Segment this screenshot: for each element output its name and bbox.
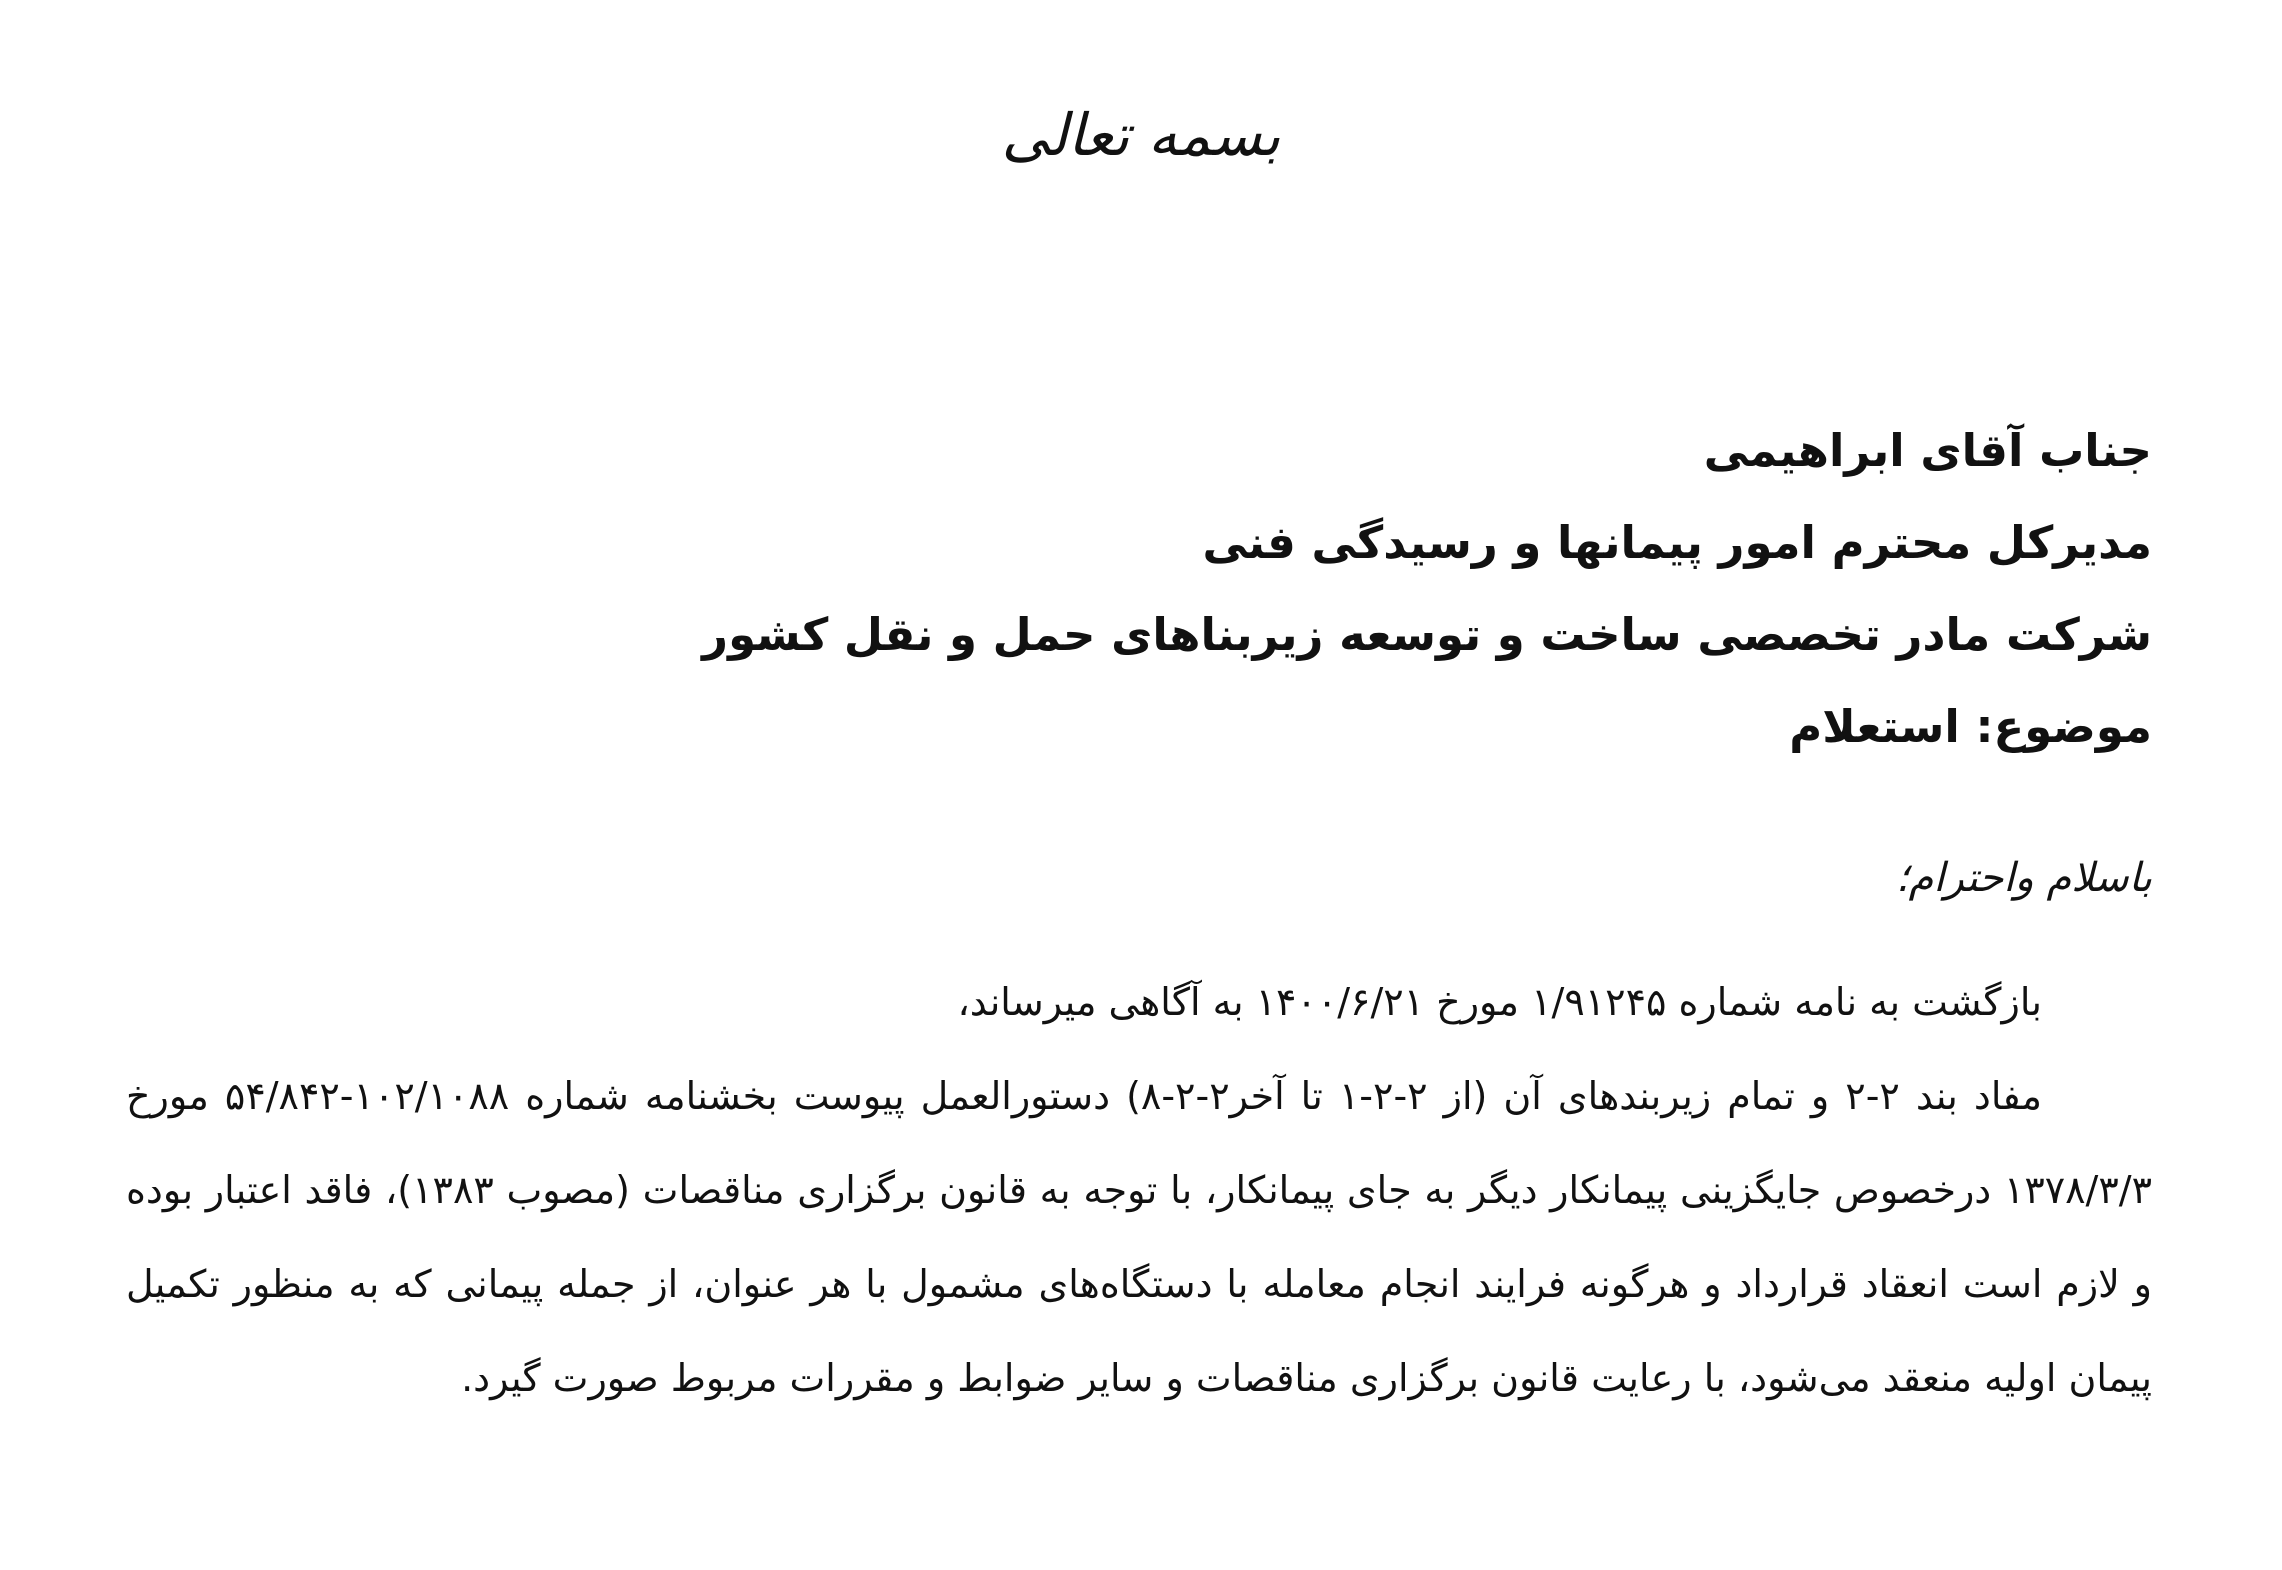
letter-body <box>126 955 2152 1425</box>
body-paragraph-1: بازگشت به نامه شماره ۱/۹۱۲۴۵ مورخ ۱۴۰۰/۶/۲۱ به آگاهی میرساند، <box>957 980 2042 1024</box>
letter-heading: بسمه تعالی <box>1001 101 1281 169</box>
greeting: باسلام واحترام؛ <box>1895 855 2152 901</box>
recipient-name: جناب آقای ابراهیمی <box>1703 424 2152 477</box>
recipient-block <box>652 405 2152 773</box>
body-paragraph-2: مفاد بند ۲-۲ و تمام زیربندهای آن (از ۲-۲-۱ تا آخر۲-۲-۸) دستورالعمل پیوست بخشنامه شماره ۱۰۲/۱۰۸۸-۵۴/۸۴۲ مورخ ۱۳۷۸/۳/۳ درخصوص جایگزینی پیمانکار دیگر به جای پیمانکار، با توجه به قانون برگزاری مناقصات (مصوب ۱۳۸۳)، فاقد اعتبار بوده و لازم است انعقاد قرارداد و هرگونه فرایند انجام معامله با دستگاه‌های مشمول با هر عنوان، از جمله پیمانی که به منظور تکمیل پیمان اولیه منعقد می‌شود، با رعایت قانون برگزاری مناقصات و سایر ضوابط و مقررات مربوط صورت گیرد. <box>126 1074 2152 1400</box>
recipient-organization: شرکت مادر تخصصی ساخت و توسعه زیربناهای حمل و نقل کشور <box>702 608 2152 661</box>
recipient-title: مدیرکل محترم امور پیمانها و رسیدگی فنی <box>1202 516 2152 569</box>
letter-subject: موضوع: استعلام <box>1789 700 2152 753</box>
